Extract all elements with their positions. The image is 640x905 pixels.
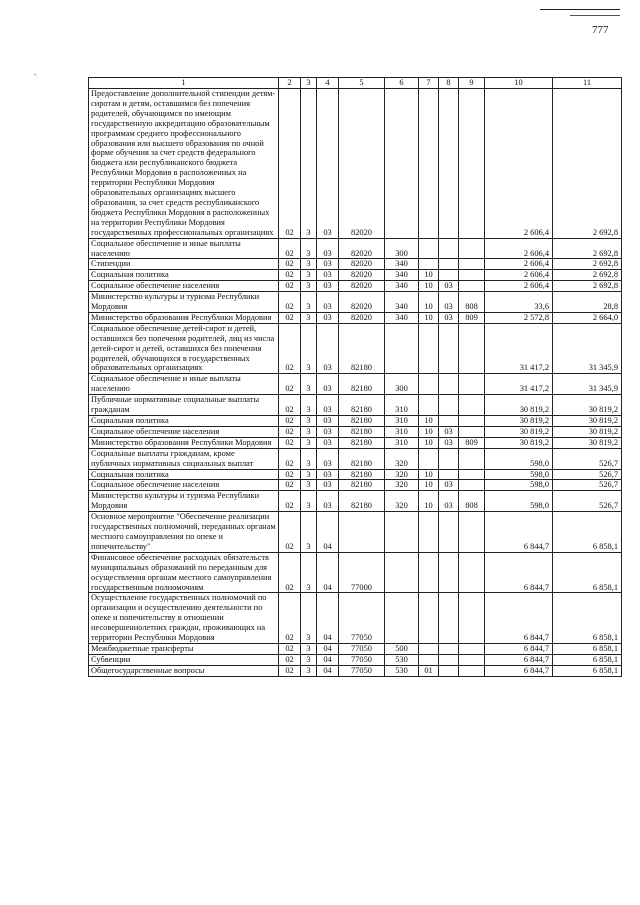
cell-col-2: 02 (279, 281, 301, 292)
cell-col-2: 02 (279, 416, 301, 427)
cell-col-6: 340 (385, 259, 419, 270)
table-row (89, 89, 622, 239)
cell-col-3: 3 (301, 665, 317, 676)
column-header: 4 (317, 78, 339, 89)
cell-col-10: 6 844,7 (485, 552, 553, 593)
scan-mark: - (34, 70, 37, 79)
cell-col-6: 300 (385, 374, 419, 395)
cell-col-9 (459, 270, 485, 281)
cell-col-2: 02 (279, 448, 301, 469)
cell-col-10: 2 606,4 (485, 89, 553, 239)
cell-col-11: 526,7 (553, 491, 622, 512)
cell-col-10: 2 572,8 (485, 312, 553, 323)
cell-col-2: 02 (279, 312, 301, 323)
cell-col-2: 02 (279, 469, 301, 480)
cell-col-9 (459, 552, 485, 593)
column-header: 11 (553, 78, 622, 89)
cell-col-11: 526,7 (553, 448, 622, 469)
cell-col-7: 10 (419, 426, 439, 437)
table-row (89, 323, 622, 374)
column-header: 5 (339, 78, 385, 89)
cell-col-5: 82180 (339, 374, 385, 395)
table-row (89, 480, 622, 491)
cell-col-4: 03 (317, 448, 339, 469)
cell-col-10: 598,0 (485, 469, 553, 480)
cell-col-11: 6 858,1 (553, 552, 622, 593)
table-row (89, 312, 622, 323)
cell-col-9 (459, 374, 485, 395)
cell-col-4: 04 (317, 552, 339, 593)
row-name: Министерство образования Республики Мордовия (89, 437, 279, 448)
table-row (89, 416, 622, 427)
cell-col-10: 33,6 (485, 292, 553, 313)
cell-col-9 (459, 448, 485, 469)
cell-col-10: 2 606,4 (485, 270, 553, 281)
row-name: Субвенции (89, 654, 279, 665)
table-row (89, 654, 622, 665)
cell-col-5: 77050 (339, 643, 385, 654)
header-rule (540, 9, 620, 10)
cell-col-5: 82180 (339, 448, 385, 469)
row-name: Социальная политика (89, 270, 279, 281)
table-row (89, 665, 622, 676)
row-name: Социальное обеспечение населения (89, 480, 279, 491)
cell-col-8 (439, 395, 459, 416)
cell-col-11: 30 819,2 (553, 416, 622, 427)
cell-col-8 (439, 665, 459, 676)
column-header: 3 (301, 78, 317, 89)
row-name: Стипендии (89, 259, 279, 270)
column-header: 9 (459, 78, 485, 89)
cell-col-3: 3 (301, 480, 317, 491)
cell-col-2: 02 (279, 480, 301, 491)
column-header: 2 (279, 78, 301, 89)
cell-col-7: 10 (419, 416, 439, 427)
cell-col-2: 02 (279, 426, 301, 437)
table-row (89, 270, 622, 281)
cell-col-5: 82020 (339, 281, 385, 292)
cell-col-2: 02 (279, 374, 301, 395)
cell-col-11: 6 858,1 (553, 654, 622, 665)
cell-col-11: 2 692,8 (553, 89, 622, 239)
table-row (89, 448, 622, 469)
cell-col-8 (439, 270, 459, 281)
cell-col-8 (439, 238, 459, 259)
cell-col-5: 77000 (339, 552, 385, 593)
cell-col-7: 10 (419, 437, 439, 448)
cell-col-4: 03 (317, 426, 339, 437)
cell-col-7 (419, 238, 439, 259)
cell-col-5: 77050 (339, 654, 385, 665)
cell-col-10: 30 819,2 (485, 437, 553, 448)
cell-col-11: 31 345,9 (553, 323, 622, 374)
cell-col-5: 82180 (339, 469, 385, 480)
cell-col-5: 82180 (339, 426, 385, 437)
cell-col-6: 300 (385, 238, 419, 259)
row-name: Социальное обеспечение населения (89, 281, 279, 292)
cell-col-8: 03 (439, 437, 459, 448)
cell-col-5: 82180 (339, 323, 385, 374)
cell-col-8 (439, 552, 459, 593)
cell-col-4: 03 (317, 469, 339, 480)
cell-col-11: 30 819,2 (553, 437, 622, 448)
cell-col-8: 03 (439, 292, 459, 313)
cell-col-7 (419, 323, 439, 374)
cell-col-9 (459, 281, 485, 292)
cell-col-9 (459, 89, 485, 239)
cell-col-6: 500 (385, 643, 419, 654)
cell-col-8 (439, 643, 459, 654)
table-row (89, 238, 622, 259)
cell-col-9 (459, 469, 485, 480)
cell-col-3: 3 (301, 89, 317, 239)
row-name: Финансовое обеспечение расходных обязательств муниципальных образований по переданным для осуществления органам местного самоуправления государственным полномочиям (89, 552, 279, 593)
cell-col-7: 01 (419, 665, 439, 676)
cell-col-2: 02 (279, 259, 301, 270)
cell-col-8: 03 (439, 491, 459, 512)
cell-col-10: 2 606,4 (485, 238, 553, 259)
cell-col-2: 02 (279, 665, 301, 676)
cell-col-10: 6 844,7 (485, 512, 553, 553)
cell-col-11: 2 692,8 (553, 259, 622, 270)
table-row (89, 512, 622, 553)
cell-col-6 (385, 552, 419, 593)
cell-col-5 (339, 512, 385, 553)
cell-col-8: 03 (439, 480, 459, 491)
cell-col-4: 04 (317, 512, 339, 553)
row-name: Министерство образования Республики Мордовия (89, 312, 279, 323)
cell-col-9 (459, 395, 485, 416)
cell-col-7 (419, 654, 439, 665)
row-name: Предоставление дополнительной стипендии детям-сиротам и детям, оставшимся без попечения родителей, обучающимся по имеющим государственную аккредитацию образовательным программам среднего профессионального образования или высшего образования по очной форме обучения за счет средств федерального бюджета или республиканского бюджета Республики Мордовия в расположенных на территории Республики Мордовия образовательных организациях высшего образования, за счет средств республиканского бюджета Республики Мордовия в расположенных на территории Республики Мордовия государственных профессиональных организациях (89, 89, 279, 239)
row-name: Социальная политика (89, 416, 279, 427)
cell-col-6 (385, 512, 419, 553)
cell-col-8 (439, 448, 459, 469)
cell-col-2: 02 (279, 323, 301, 374)
cell-col-6: 320 (385, 469, 419, 480)
cell-col-5: 82020 (339, 312, 385, 323)
cell-col-8 (439, 654, 459, 665)
cell-col-8 (439, 593, 459, 644)
cell-col-3: 3 (301, 292, 317, 313)
cell-col-7 (419, 552, 439, 593)
cell-col-11: 526,7 (553, 480, 622, 491)
cell-col-10: 598,0 (485, 448, 553, 469)
cell-col-7 (419, 448, 439, 469)
cell-col-8 (439, 323, 459, 374)
cell-col-7 (419, 374, 439, 395)
cell-col-3: 3 (301, 643, 317, 654)
cell-col-8 (439, 469, 459, 480)
cell-col-7: 10 (419, 480, 439, 491)
cell-col-9: 809 (459, 312, 485, 323)
cell-col-10: 598,0 (485, 480, 553, 491)
cell-col-2: 02 (279, 292, 301, 313)
row-name: Социальное обеспечение детей-сирот и детей, оставшихся без попечения родителей, лиц из числа детей-сирот и детей, оставшихся без попечения родителей, обучающихся в государственных образовательных организациях (89, 323, 279, 374)
cell-col-8: 03 (439, 426, 459, 437)
cell-col-5: 82180 (339, 416, 385, 427)
row-name: Публичные нормативные социальные выплаты гражданам (89, 395, 279, 416)
cell-col-9 (459, 512, 485, 553)
cell-col-6: 340 (385, 312, 419, 323)
cell-col-11: 31 345,9 (553, 374, 622, 395)
cell-col-3: 3 (301, 238, 317, 259)
cell-col-7 (419, 395, 439, 416)
cell-col-2: 02 (279, 89, 301, 239)
cell-col-7: 10 (419, 281, 439, 292)
table-row (89, 437, 622, 448)
cell-col-3: 3 (301, 323, 317, 374)
cell-col-8 (439, 374, 459, 395)
cell-col-4: 03 (317, 270, 339, 281)
cell-col-11: 30 819,2 (553, 395, 622, 416)
cell-col-6: 310 (385, 416, 419, 427)
cell-col-3: 3 (301, 374, 317, 395)
cell-col-8: 03 (439, 312, 459, 323)
cell-col-11: 6 858,1 (553, 643, 622, 654)
table-header-row (89, 78, 622, 89)
column-header: 8 (439, 78, 459, 89)
cell-col-4: 04 (317, 665, 339, 676)
cell-col-2: 02 (279, 643, 301, 654)
budget-table (88, 77, 622, 677)
cell-col-2: 02 (279, 512, 301, 553)
cell-col-11: 6 858,1 (553, 512, 622, 553)
table-row (89, 593, 622, 644)
cell-col-3: 3 (301, 448, 317, 469)
cell-col-10: 2 606,4 (485, 281, 553, 292)
cell-col-2: 02 (279, 270, 301, 281)
cell-col-3: 3 (301, 654, 317, 665)
cell-col-7: 10 (419, 312, 439, 323)
cell-col-7: 10 (419, 270, 439, 281)
cell-col-6: 340 (385, 281, 419, 292)
cell-col-7 (419, 593, 439, 644)
cell-col-4: 03 (317, 312, 339, 323)
cell-col-3: 3 (301, 270, 317, 281)
cell-col-6: 340 (385, 270, 419, 281)
cell-col-8 (439, 512, 459, 553)
cell-col-4: 03 (317, 323, 339, 374)
cell-col-10: 6 844,7 (485, 593, 553, 644)
cell-col-9 (459, 480, 485, 491)
cell-col-6: 530 (385, 665, 419, 676)
cell-col-11: 526,7 (553, 469, 622, 480)
cell-col-2: 02 (279, 552, 301, 593)
cell-col-4: 03 (317, 374, 339, 395)
table-row (89, 643, 622, 654)
cell-col-5: 82180 (339, 437, 385, 448)
cell-col-6 (385, 323, 419, 374)
table-row (89, 552, 622, 593)
column-header: 6 (385, 78, 419, 89)
cell-col-9 (459, 654, 485, 665)
cell-col-3: 3 (301, 437, 317, 448)
cell-col-10: 6 844,7 (485, 665, 553, 676)
cell-col-10: 30 819,2 (485, 416, 553, 427)
cell-col-9: 808 (459, 292, 485, 313)
cell-col-10: 6 844,7 (485, 643, 553, 654)
cell-col-6: 320 (385, 491, 419, 512)
row-name: Министерство культуры и туризма Республики Мордовия (89, 491, 279, 512)
table-row (89, 281, 622, 292)
cell-col-7 (419, 512, 439, 553)
row-name: Основное мероприятие "Обеспечение реализации государственных полномочий, переданных органам местного самоуправления по опеке и попечительству" (89, 512, 279, 553)
cell-col-7 (419, 259, 439, 270)
cell-col-6: 310 (385, 426, 419, 437)
cell-col-11: 2 664,0 (553, 312, 622, 323)
cell-col-5: 82020 (339, 259, 385, 270)
cell-col-9: 809 (459, 437, 485, 448)
cell-col-6: 310 (385, 395, 419, 416)
cell-col-5: 82020 (339, 270, 385, 281)
cell-col-8 (439, 89, 459, 239)
column-header: 1 (89, 78, 279, 89)
table-row (89, 259, 622, 270)
cell-col-4: 03 (317, 281, 339, 292)
cell-col-5: 82180 (339, 491, 385, 512)
cell-col-2: 02 (279, 238, 301, 259)
table-row (89, 426, 622, 437)
cell-col-6: 530 (385, 654, 419, 665)
cell-col-4: 03 (317, 292, 339, 313)
row-name: Осуществление государственных полномочий по организации и осуществлению деятельности по опеке и попечительству в отношении несовершеннолетних граждан, проживающих на территории Республики Мордовия (89, 593, 279, 644)
cell-col-2: 02 (279, 437, 301, 448)
cell-col-4: 03 (317, 480, 339, 491)
cell-col-11: 30 819,2 (553, 426, 622, 437)
row-name: Социальные выплаты гражданам, кроме публичных нормативных социальных выплат (89, 448, 279, 469)
cell-col-2: 02 (279, 593, 301, 644)
row-name: Министерство культуры и туризма Республики Мордовия (89, 292, 279, 313)
cell-col-3: 3 (301, 512, 317, 553)
cell-col-3: 3 (301, 312, 317, 323)
cell-col-7 (419, 643, 439, 654)
cell-col-4: 03 (317, 259, 339, 270)
table-row (89, 491, 622, 512)
cell-col-4: 04 (317, 643, 339, 654)
cell-col-3: 3 (301, 491, 317, 512)
cell-col-4: 03 (317, 238, 339, 259)
cell-col-9 (459, 593, 485, 644)
cell-col-6: 320 (385, 480, 419, 491)
row-name: Социальное обеспечение и иные выплаты населению (89, 238, 279, 259)
cell-col-9 (459, 426, 485, 437)
cell-col-8 (439, 416, 459, 427)
cell-col-6: 340 (385, 292, 419, 313)
table-row (89, 469, 622, 480)
cell-col-10: 31 417,2 (485, 323, 553, 374)
cell-col-3: 3 (301, 469, 317, 480)
cell-col-9: 808 (459, 491, 485, 512)
cell-col-7: 10 (419, 491, 439, 512)
cell-col-3: 3 (301, 395, 317, 416)
table-row (89, 292, 622, 313)
cell-col-11: 2 692,8 (553, 270, 622, 281)
column-header: 7 (419, 78, 439, 89)
cell-col-2: 02 (279, 491, 301, 512)
cell-col-10: 30 819,2 (485, 426, 553, 437)
cell-col-5: 77050 (339, 593, 385, 644)
cell-col-4: 03 (317, 416, 339, 427)
cell-col-4: 03 (317, 491, 339, 512)
page-number: 777 (592, 24, 609, 36)
table-row (89, 374, 622, 395)
cell-col-9 (459, 416, 485, 427)
cell-col-9 (459, 238, 485, 259)
cell-col-7 (419, 89, 439, 239)
cell-col-6: 310 (385, 437, 419, 448)
header-rule-short (570, 15, 620, 16)
cell-col-8 (439, 259, 459, 270)
cell-col-9 (459, 323, 485, 374)
cell-col-5: 82020 (339, 292, 385, 313)
cell-col-3: 3 (301, 552, 317, 593)
cell-col-3: 3 (301, 281, 317, 292)
table-body (89, 89, 622, 677)
cell-col-10: 6 844,7 (485, 654, 553, 665)
cell-col-6 (385, 89, 419, 239)
cell-col-9 (459, 665, 485, 676)
cell-col-5: 82180 (339, 480, 385, 491)
cell-col-5: 82020 (339, 238, 385, 259)
cell-col-11: 6 858,1 (553, 665, 622, 676)
row-name: Общегосударственные вопросы (89, 665, 279, 676)
cell-col-11: 2 692,8 (553, 281, 622, 292)
cell-col-11: 2 692,8 (553, 238, 622, 259)
cell-col-3: 3 (301, 426, 317, 437)
cell-col-4: 03 (317, 89, 339, 239)
cell-col-9 (459, 259, 485, 270)
cell-col-3: 3 (301, 416, 317, 427)
cell-col-5: 82020 (339, 89, 385, 239)
cell-col-3: 3 (301, 593, 317, 644)
cell-col-10: 598,0 (485, 491, 553, 512)
cell-col-6: 320 (385, 448, 419, 469)
cell-col-7: 10 (419, 469, 439, 480)
cell-col-7: 10 (419, 292, 439, 313)
cell-col-8: 03 (439, 281, 459, 292)
cell-col-11: 28,8 (553, 292, 622, 313)
cell-col-5: 82180 (339, 395, 385, 416)
row-name: Социальная политика (89, 469, 279, 480)
cell-col-10: 31 417,2 (485, 374, 553, 395)
cell-col-11: 6 858,1 (553, 593, 622, 644)
column-header: 10 (485, 78, 553, 89)
cell-col-4: 04 (317, 593, 339, 644)
cell-col-10: 2 606,4 (485, 259, 553, 270)
cell-col-4: 03 (317, 395, 339, 416)
cell-col-10: 30 819,2 (485, 395, 553, 416)
cell-col-9 (459, 643, 485, 654)
cell-col-2: 02 (279, 654, 301, 665)
cell-col-6 (385, 593, 419, 644)
row-name: Социальное обеспечение населения (89, 426, 279, 437)
cell-col-3: 3 (301, 259, 317, 270)
cell-col-4: 04 (317, 654, 339, 665)
row-name: Межбюджетные трансферты (89, 643, 279, 654)
row-name: Социальное обеспечение и иные выплаты населению (89, 374, 279, 395)
table-row (89, 395, 622, 416)
cell-col-4: 03 (317, 437, 339, 448)
cell-col-5: 77050 (339, 665, 385, 676)
cell-col-2: 02 (279, 395, 301, 416)
